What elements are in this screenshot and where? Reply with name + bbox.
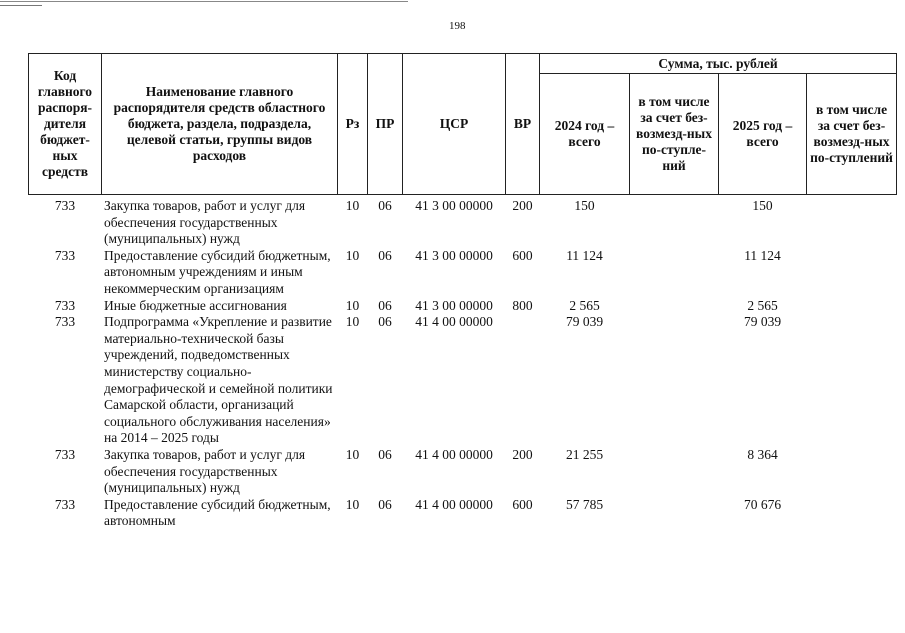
- table-row: [29, 314, 897, 447]
- cell-code: 733: [54, 496, 76, 512]
- table-row: [29, 195, 897, 248]
- header-2024-total: 2024 год – всего: [540, 74, 630, 195]
- cell-2025: 8 364: [747, 446, 778, 462]
- cell-csr: 41 3 00 00000: [415, 198, 493, 213]
- top-rule: [0, 1, 408, 2]
- cell-csr: 41 4 00 00000: [415, 496, 493, 512]
- header-rz: Рз: [338, 54, 368, 195]
- cell-vr: 600: [512, 496, 533, 512]
- cell-2024-free: [630, 497, 719, 530]
- cell-name: Закупка товаров, работ и услуг для обеспечения государственных (муниципальных) нужд: [104, 446, 306, 496]
- header-name: Наименование главного распорядителя средств областного бюджета, раздела, подраздела, целевой статьи, группы видов расходов: [102, 54, 338, 195]
- header-2025-free: в том числе за счет без-возмезд-ных по-ступлений: [807, 74, 897, 195]
- cell-pr: 06: [378, 496, 392, 512]
- cell-vr: 800: [512, 297, 533, 313]
- cell-2025-free: [807, 195, 897, 248]
- cell-2025: 150: [752, 198, 773, 213]
- cell-rz: 10: [345, 198, 360, 213]
- header-2025-total: 2025 год – всего: [719, 74, 807, 195]
- cell-name: Подпрограмма «Укрепление и развитие материально-технической базы учреждений, подведомственных министерству социально-демографической и семейной политики Самарской области, организаций социального обслуживания населения» на 2014 – 2025 годы: [104, 314, 333, 446]
- table-row: [29, 497, 897, 530]
- cell-2024-free: [630, 195, 719, 248]
- cell-name: Предоставление субсидий бюджетным, автономным учреждениям и иным некоммерческим организациям: [104, 247, 331, 296]
- page-number: 198: [449, 20, 466, 32]
- cell-pr: 06: [378, 247, 392, 263]
- cell-vr: 200: [512, 446, 533, 462]
- cell-2024: 57 785: [565, 496, 604, 512]
- cell-2024: 150: [574, 198, 595, 213]
- cell-name: Предоставление субсидий бюджетным, автономным: [104, 496, 331, 529]
- cell-code: 733: [54, 198, 76, 213]
- cell-rz: 10: [345, 314, 360, 330]
- table-row: [29, 298, 897, 315]
- cell-2025-free: [807, 298, 897, 315]
- budget-table: [28, 53, 897, 530]
- cell-csr: 41 4 00 00000: [415, 446, 493, 462]
- cell-vr: [506, 314, 540, 447]
- cell-2025-free: [807, 497, 897, 530]
- cell-2025-free: [807, 314, 897, 447]
- cell-2024: 11 124: [566, 247, 603, 263]
- cell-pr: 06: [378, 198, 392, 213]
- cell-rz: 10: [345, 496, 360, 512]
- cell-2025-free: [807, 447, 897, 497]
- cell-2025: 2 565: [747, 297, 778, 313]
- cell-vr: 600: [512, 247, 533, 263]
- cell-2024-free: [630, 298, 719, 315]
- header-2024-free: в том числе за счет без-возмезд-ных по-ступле-ний: [630, 74, 719, 195]
- top-rule-short: [0, 5, 42, 6]
- cell-name: Закупка товаров, работ и услуг для обеспечения государственных (муниципальных) нужд: [104, 198, 306, 247]
- cell-pr: 06: [378, 297, 392, 313]
- cell-2025: 70 676: [743, 496, 782, 512]
- cell-2024: 79 039: [565, 314, 604, 330]
- cell-csr: 41 3 00 00000: [415, 247, 493, 263]
- cell-2025: 11 124: [744, 247, 781, 263]
- cell-code: 733: [54, 314, 76, 330]
- header-sum-group: Сумма, тыс. рублей: [540, 54, 897, 74]
- cell-2024-free: [630, 447, 719, 497]
- header-pr: ПР: [368, 54, 403, 195]
- table-row: [29, 447, 897, 497]
- cell-2024: 2 565: [569, 297, 600, 313]
- header-vr: ВР: [506, 54, 540, 195]
- cell-2024-free: [630, 248, 719, 298]
- table-row: [29, 248, 897, 298]
- header-csr: ЦСР: [403, 54, 506, 195]
- header-code: Код главного распоря-дителя бюджет-ных средств: [29, 54, 102, 195]
- cell-2024-free: [630, 314, 719, 447]
- cell-2025-free: [807, 248, 897, 298]
- cell-rz: 10: [345, 446, 360, 462]
- cell-rz: 10: [345, 297, 360, 313]
- cell-csr: 41 4 00 00000: [415, 314, 493, 330]
- cell-vr: 200: [512, 198, 533, 213]
- cell-code: 733: [54, 247, 76, 263]
- cell-pr: 06: [378, 314, 392, 330]
- cell-code: 733: [54, 446, 76, 462]
- cell-rz: 10: [345, 247, 360, 263]
- cell-csr: 41 3 00 00000: [415, 297, 493, 313]
- cell-pr: 06: [378, 446, 392, 462]
- cell-name: Иные бюджетные ассигнования: [104, 297, 287, 313]
- cell-2024: 21 255: [565, 446, 604, 462]
- cell-2025: 79 039: [743, 314, 782, 330]
- cell-code: 733: [54, 297, 76, 313]
